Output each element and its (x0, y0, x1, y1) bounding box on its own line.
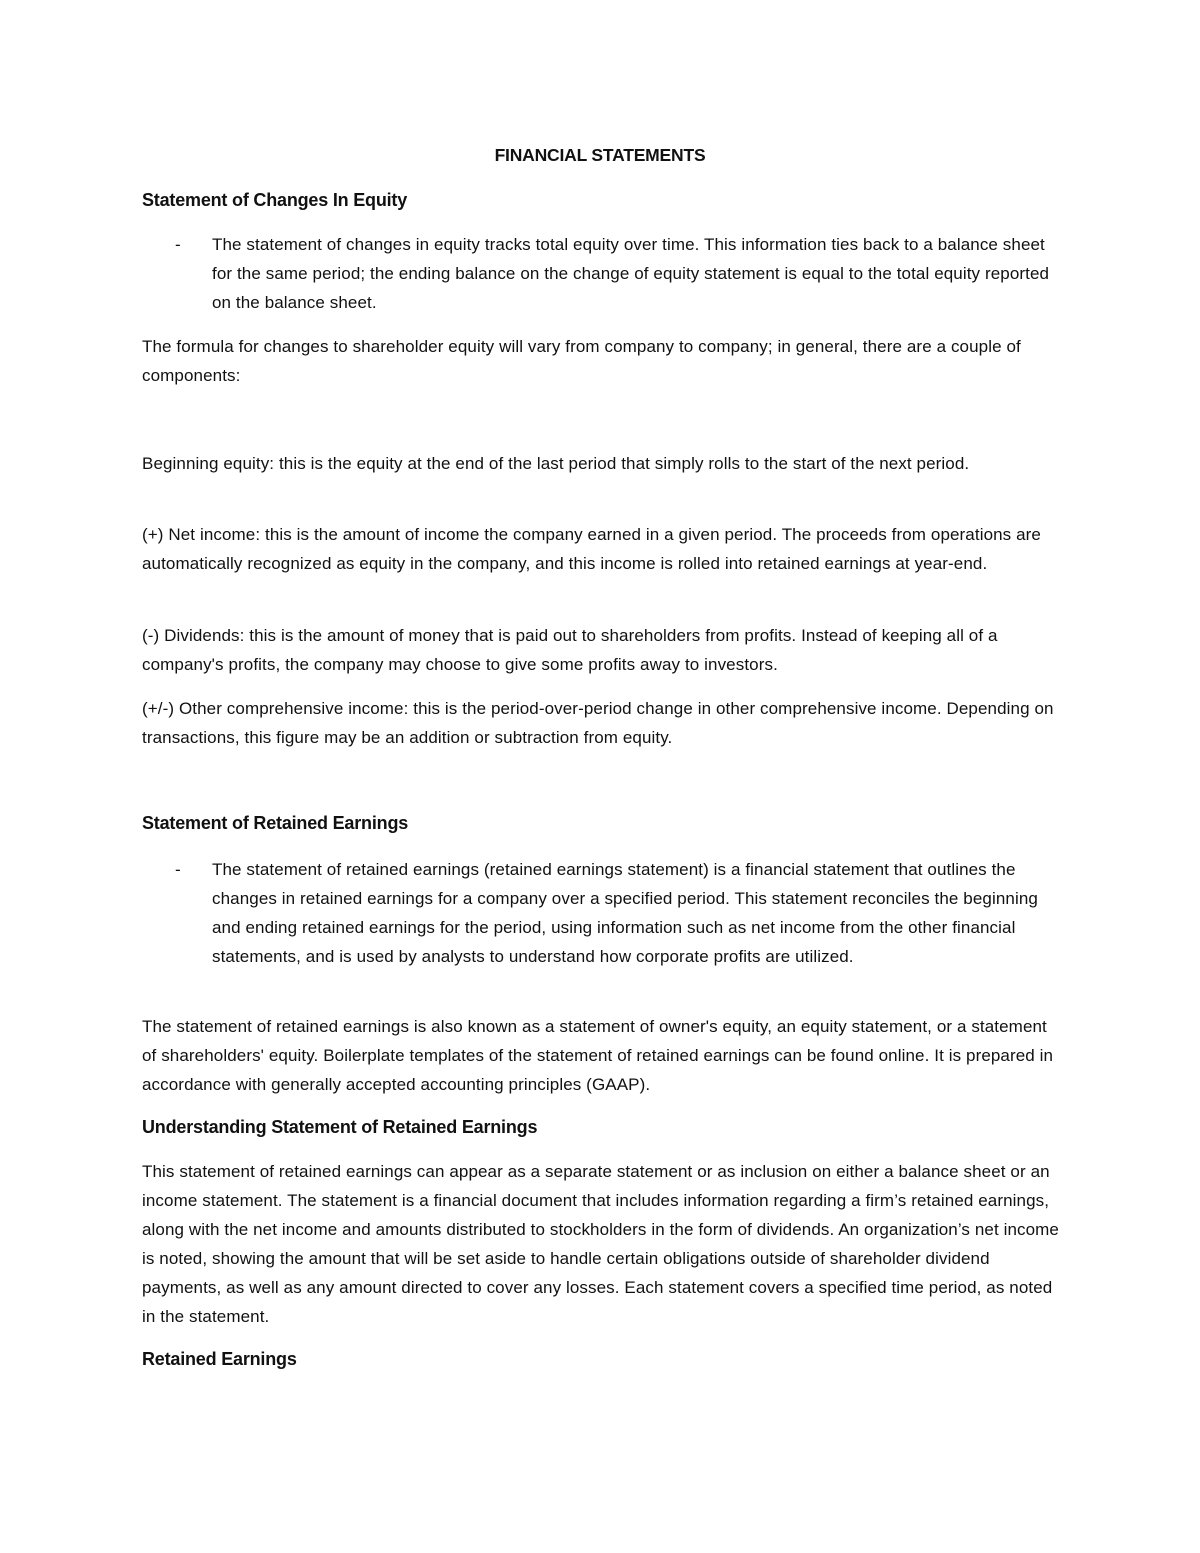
bullet-marker: - (175, 860, 181, 879)
section-heading-retained-earnings-statement: Statement of Retained Earnings (142, 813, 409, 833)
section-heading-retained-earnings: Retained Earnings (142, 1349, 297, 1369)
section-heading-understanding: Understanding Statement of Retained Earnings (142, 1117, 538, 1137)
paragraph-other-comprehensive-income: (+/-) Other comprehensive income: this is the period-over-period change in other comprehensive income. Depending on transactions, this figure may be an addition or subtraction from equity. (142, 699, 1054, 747)
paragraph-beginning-equity: Beginning equity: this is the equity at the end of the last period that simply rolls to the start of the next period. (142, 454, 970, 473)
section-heading-changes-in-equity: Statement of Changes In Equity (142, 190, 408, 210)
paragraph-formula-intro: The formula for changes to shareholder equity will vary from company to company; in general, there are a couple of components: (142, 337, 1021, 385)
bullet-text-retained-earnings: The statement of retained earnings (retained earnings statement) is a financial statement that outlines the changes in retained earnings for a company over a specified period. This statement reconciles the beginning and ending retained earnings for the period, using information such as net income from the other financial statements, and is used by analysts to understand how corporate profits are utilized. (212, 860, 1038, 966)
bullet-marker: - (175, 235, 181, 254)
bullet-text-changes-in-equity: The statement of changes in equity tracks total equity over time. This information ties back to a balance sheet for the same period; the ending balance on the change of equity statement is equal to the total equity reported on the balance sheet. (212, 235, 1050, 312)
paragraph-understanding: This statement of retained earnings can appear as a separate statement or as inclusion on either a balance sheet or an income statement. The statement is a financial document that includes information regarding a firm’s retained earnings, along with the net income and amounts distributed to stockholders in the form of dividends. An organization’s net income is noted, showing the amount that will be set aside to handle certain obligations outside of shareholder dividend payments, as well as any amount directed to cover any losses. Each statement covers a specified time period, as noted in the statement. (142, 1162, 1059, 1326)
paragraph-also-known-as: The statement of retained earnings is also known as a statement of owner's equity, an equity statement, or a statement of shareholders' equity. Boilerplate templates of the statement of retained earnings can be found online. It is prepared in accordance with generally accepted accounting principles (GAAP). (142, 1017, 1054, 1094)
paragraph-net-income: (+) Net income: this is the amount of income the company earned in a given period. The proceeds from operations are automatically recognized as equity in the company, and this income is rolled into retained earnings at year-end. (142, 525, 1041, 573)
document-title: FINANCIAL STATEMENTS (494, 145, 706, 165)
paragraph-dividends: (-) Dividends: this is the amount of money that is paid out to shareholders from profits. Instead of keeping all of a company's profits, the company may choose to give some profits away to investors. (142, 626, 998, 674)
